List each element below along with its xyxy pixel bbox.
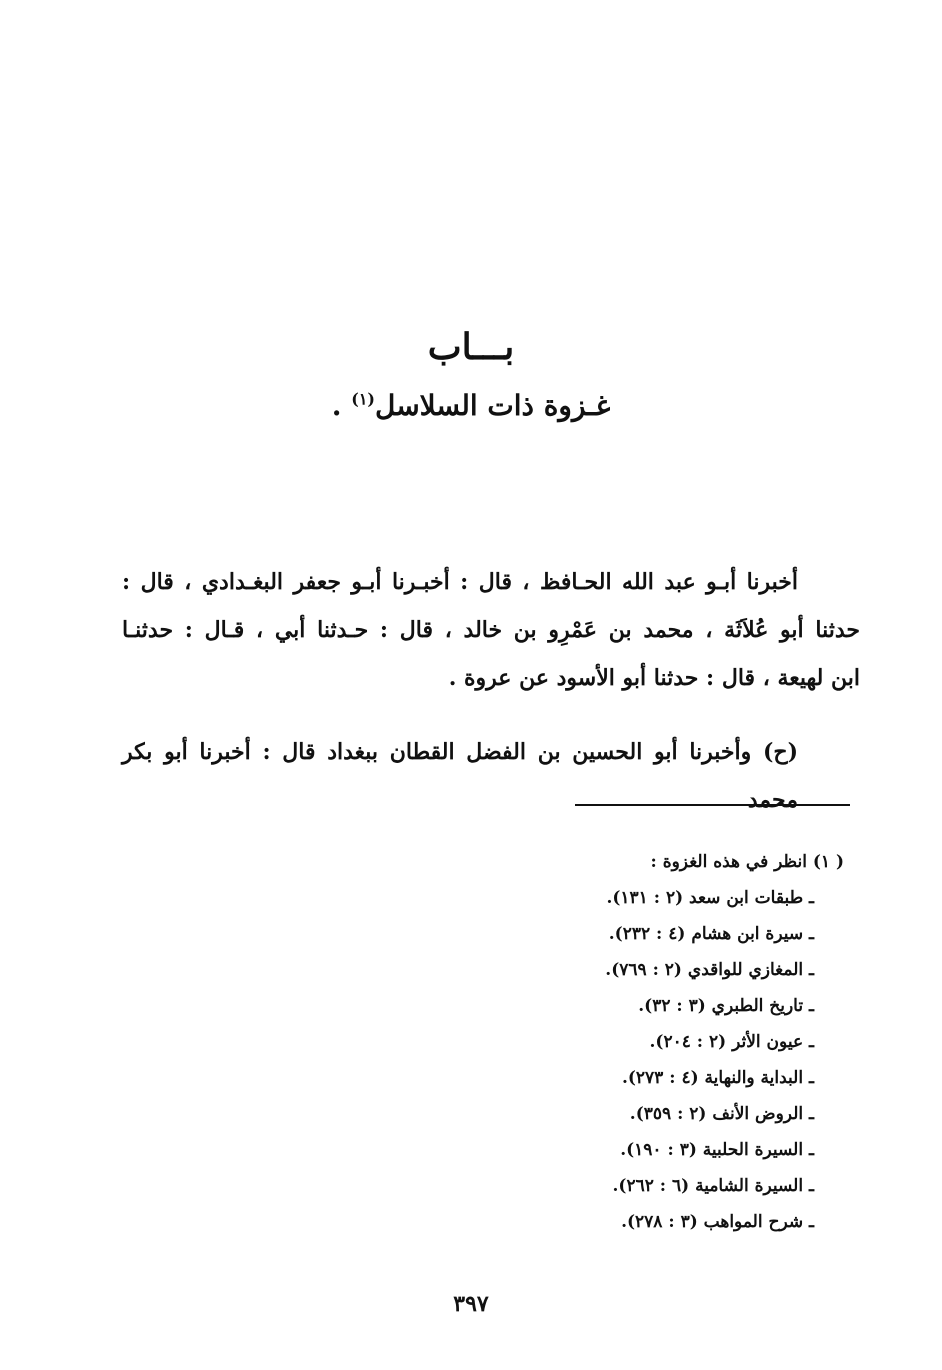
paragraph-line: ابن لهيعة ، قال : حدثنا أبو الأسود عن عروة .: [448, 665, 860, 691]
paragraph-1: [122, 558, 860, 702]
paragraph-2: (ح) وأخبرنا أبو الحسين بن الفضل القطان ببغداد قال : أخبرنا أبو بكر محمد: [122, 739, 798, 813]
chapter-title-text: غـزوة ذات السلاسل: [374, 389, 611, 422]
reference-item: ـ السيرة الحلبية (٣ : ١٩٠).: [620, 1140, 814, 1160]
footnote-marker: (١): [351, 389, 375, 409]
reference-item: ـ المغازي للواقدي (٢ : ٧٦٩).: [605, 960, 814, 980]
reference-item: ـ السيرة الشامية (٦ : ٢٦٢).: [612, 1176, 814, 1196]
footnote-references: [424, 880, 844, 1240]
reference-item: ـ شرح المواهب (٣ : ٢٧٨).: [621, 1212, 814, 1232]
footnote-divider: [575, 804, 850, 806]
page-number: ٣٩٧: [453, 1291, 489, 1317]
footnote: [424, 844, 844, 1240]
chapter-title: [0, 384, 942, 428]
reference-item: ـ طبقات ابن سعد (٢ : ١٣١).: [606, 888, 814, 908]
reference-item: ـ عيون الأثر (٢ : ٢٠٤).: [649, 1032, 814, 1052]
paragraph-line: أخبرنا أبـو عبد الله الحـافظ ، قال : أخبـرنا أبـو جعفر البغـدادي ، قال :: [122, 569, 798, 595]
chapter-title-end: .: [331, 389, 352, 422]
reference-item: ـ الروض الأنف (٢ : ٣٥٩).: [629, 1104, 814, 1124]
reference-item: ـ البداية والنهاية (٤ : ٢٧٣).: [621, 1068, 814, 1088]
chapter-heading: بـــاب: [427, 326, 515, 368]
reference-item: ـ تاريخ الطبري (٣ : ٣٢).: [638, 996, 814, 1016]
footnote-intro: ( ١) انظر في هذه الغزوة :: [650, 852, 844, 872]
reference-item: ـ سيرة ابن هشام (٤ : ٢٣٢).: [608, 924, 814, 944]
paragraph-line: حدثنا أبو عُلاَثَة ، محمد بن عَمْرِو بن خالد ، قال : حـدثنا أبي ، قـال : حدثنـا: [122, 617, 860, 643]
